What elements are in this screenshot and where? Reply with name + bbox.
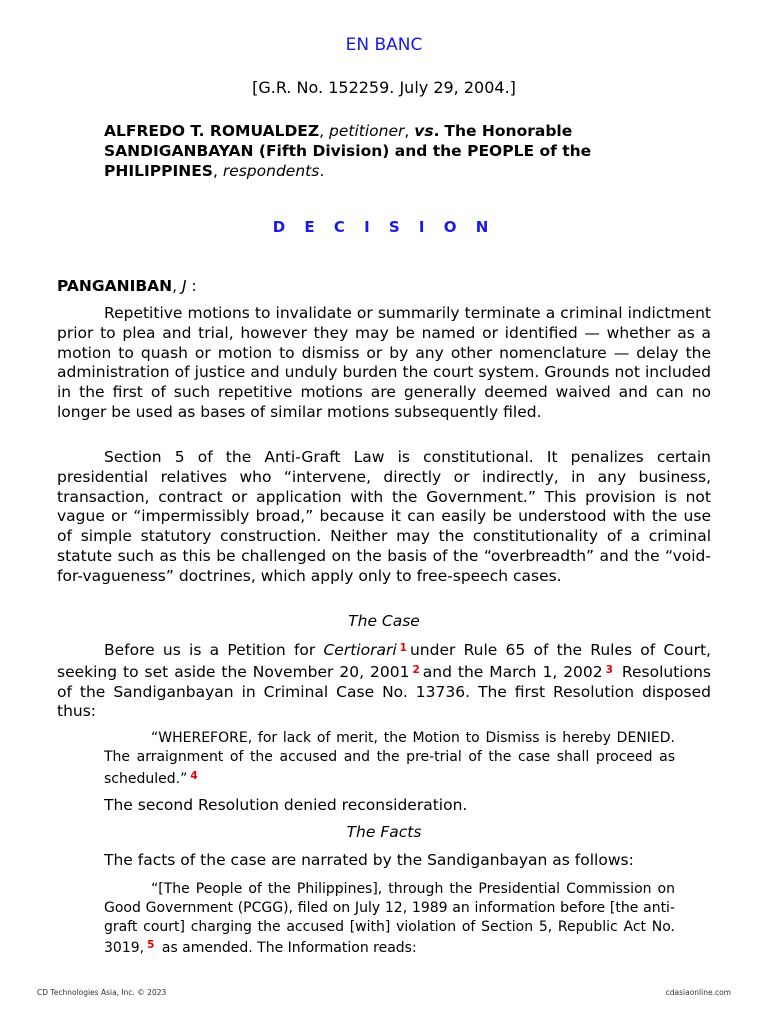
decision-title: D E C I S I O N xyxy=(272,218,496,236)
footer-website[interactable]: cdasiaonline.com xyxy=(665,988,731,997)
footnote-link-2[interactable]: 2 xyxy=(412,663,420,676)
heading-the-facts: The Facts xyxy=(346,823,422,841)
footnote-link-4[interactable]: 4 xyxy=(190,769,198,782)
quote-information-text-a: “[The People of the Philippines], through the Presidential Commission on Good Government (PCGG), filed on July 12, 1989 an information before [the anti-graft court] charging the accused [with] violation of Section 5, Republic Act No. 3019, xyxy=(104,881,675,957)
footnote-link-5[interactable]: 5 xyxy=(147,939,155,952)
respondents-name: The Honorable SANDIGANBAYAN (Fifth Division) and the PEOPLE of the PHILIPPINES xyxy=(104,122,592,180)
paragraph-reconsideration: The second Resolution denied reconsideration. xyxy=(104,796,468,814)
petition-text-a: Before us is a Petition for xyxy=(104,641,316,659)
petition-text-c: and the March 1, 2002 xyxy=(422,662,603,681)
ponente-title: J xyxy=(182,277,187,295)
case-number: [G.R. No. 152259. July 29, 2004.] xyxy=(252,78,516,97)
paragraph-section-5: Section 5 of the Anti-Graft Law is constitutional. It penalizes certain presidential relatives who “intervene, directly or indirectly, in any business, transaction, contract or application with the Government.” This provision is not vague or “impermissibly broad,” because it can easily be understood with the use of simple statutory construction. Neither may the constitutionality of a criminal statute such as this be challenged on the basis of the “overbreadth” and the “void-for-vagueness” doctrines, which apply only to free-speech cases. xyxy=(57,448,711,585)
heading-the-case: The Case xyxy=(348,612,420,630)
petitioner-role: petitioner xyxy=(329,122,405,140)
quote-wherefore xyxy=(104,729,675,788)
ponente-name: PANGANIBAN xyxy=(57,277,173,295)
paragraph-repetitive-motions: Repetitive motions to invalidate or summarily terminate a criminal indictment prior to plea and trial, however they may be named or identified — whether as a motion to quash or motion to dismiss or by any other nomenclature — delay the administration of justice and unduly burden the court system. Grounds not included in the first of such repetitive motions are generally deemed waived and can no longer be used as bases of similar motions subsequently filed. xyxy=(57,304,711,421)
court-division-heading: EN BANC xyxy=(345,35,423,55)
quote-information xyxy=(104,880,675,958)
quote-information-text-b: as amended. The Information reads: xyxy=(161,940,417,957)
petitioner-name: ALFREDO T. ROMUALDEZ xyxy=(104,122,320,140)
petition-text-b: under Rule 65 of the Rules of Court, seeking to set aside the November 20, 2001 xyxy=(57,641,711,681)
versus-label: vs xyxy=(414,122,434,140)
footnote-link-3[interactable]: 3 xyxy=(605,663,613,676)
footer-publisher: CD Technologies Asia, Inc. © 2023 xyxy=(37,988,167,997)
paragraph-facts-intro: The facts of the case are narrated by the Sandiganbayan as follows: xyxy=(104,851,634,869)
quote-wherefore-text: “WHEREFORE, for lack of merit, the Motion to Dismiss is hereby DENIED. The arraignment of the accused and the pre-trial of the case shall proceed as scheduled.” xyxy=(104,730,675,787)
case-parties: ALFREDO T. ROMUALDEZ, petitioner, vs. The Honorable SANDIGANBAYAN (Fifth Division) and the PEOPLE of the PHILIPPINES, respondents. xyxy=(104,122,592,180)
footnote-link-1[interactable]: 1 xyxy=(399,642,407,654)
petition-text-d: Resolutions of the Sandiganbayan in Criminal Case No. 13736. The first Resolution disposed thus: xyxy=(57,662,711,721)
paragraph-petition xyxy=(57,639,711,722)
ponente: PANGANIBAN, J : xyxy=(57,277,197,295)
respondents-role: respondents xyxy=(222,162,320,180)
certiorari-term: Certiorari xyxy=(323,641,397,659)
